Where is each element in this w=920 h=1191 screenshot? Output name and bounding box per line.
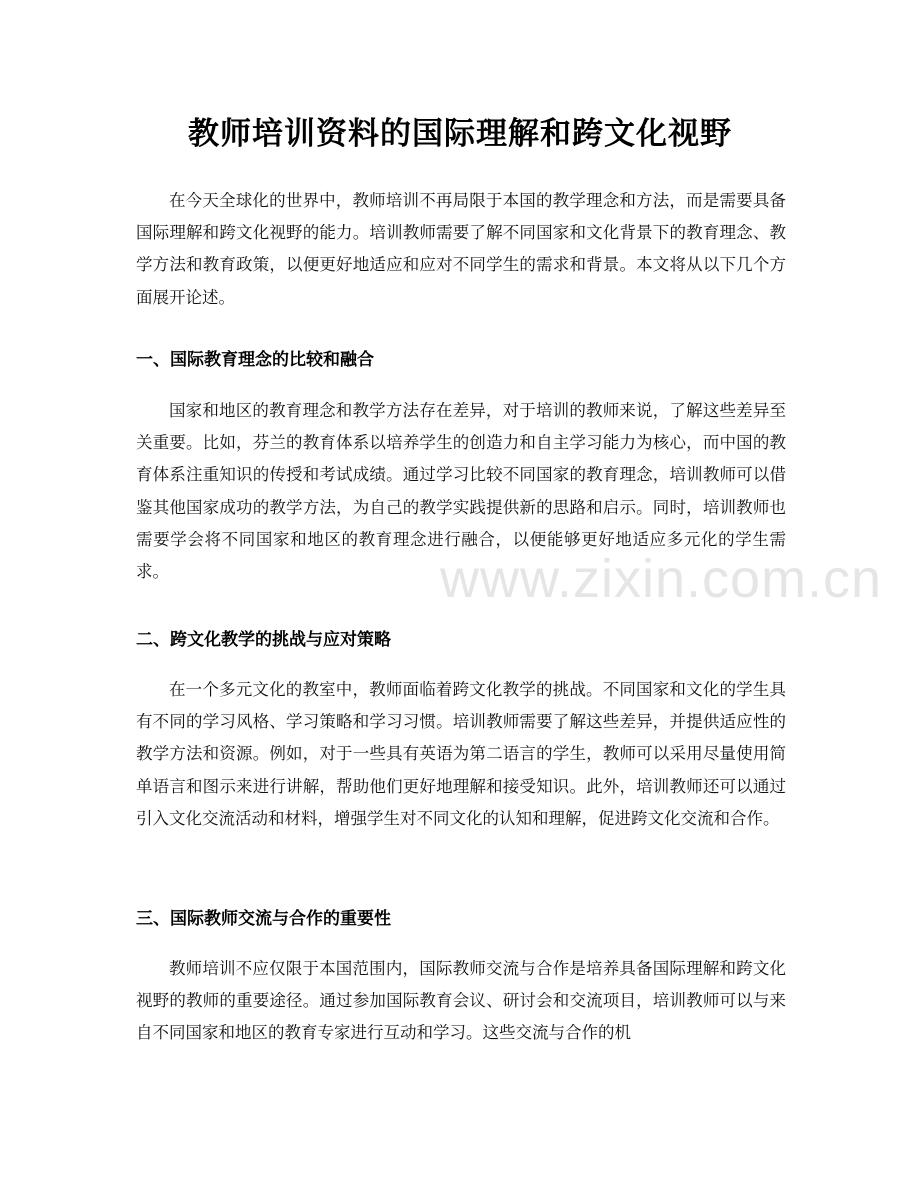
- section-body-3: 教师培训不应仅限于本国范围内，国际教师交流与合作是培养具备国际理解和跨文化视野的教师的重要途径。通过参加国际教育会议、研讨会和交流项目，培训教师可以与来自不同国家和地区的教育专家进行互动和学习。这些交流与合作的机: [136, 959, 786, 1043]
- page-title: 教师培训资料的国际理解和跨文化视野: [188, 116, 732, 152]
- section-body-2: 在一个多元文化的教室中，教师面临着跨文化教学的挑战。不同国家和文化的学生具有不同的学习风格、学习策略和学习习惯。培训教师需要了解这些差异，并提供适应性的教学方法和资源。例如，对于一些具有英语为第二语言的学生，教师可以采用尽量使用简单语言和图示来进行讲解，帮助他们更好地理解和接受知识。此外，培训教师还可以通过引入文化交流活动和材料，增强学生对不同文化的认知和理解，促进跨文化交流和合作。: [136, 680, 786, 828]
- section-heading-3: 三、国际教师交流与合作的重要性: [136, 909, 391, 929]
- intro-paragraph: 在今天全球化的世界中，教师培训不再局限于本国的教学理念和方法，而是需要具备国际理解和跨文化视野的能力。培训教师需要了解不同国家和文化背景下的教育理念、教学方法和教育政策，以便更好地适应和应对不同学生的需求和背景。本文将从以下几个方面展开论述。: [136, 191, 786, 307]
- watermark: www.zixin.com.cn: [440, 549, 883, 609]
- section-heading-1: 一、国际教育理念的比较和融合: [136, 350, 374, 370]
- section-heading-2: 二、跨文化教学的挑战与应对策略: [136, 630, 391, 650]
- section-body-1: 国家和地区的教育理念和教学方法存在差异，对于培训的教师来说，了解这些差异至关重要。比如，芬兰的教育体系以培养学生的创造力和自主学习能力为核心，而中国的教育体系注重知识的传授和考试成绩。通过学习比较不同国家的教育理念，培训教师可以借鉴其他国家成功的教学方法，为自己的教学实践提供新的思路和启示。同时，培训教师也需要学会将不同国家和地区的教育理念进行融合，以便能够更好地适应多元化的学生需求。: [136, 401, 786, 582]
